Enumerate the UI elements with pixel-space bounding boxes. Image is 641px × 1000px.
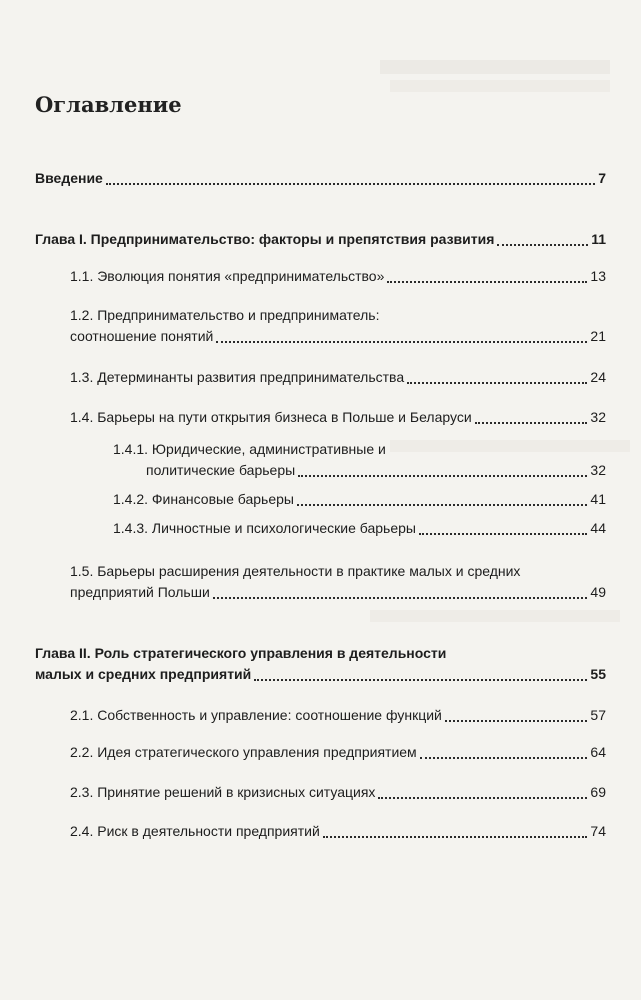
toc-entry-page: 55	[590, 666, 606, 682]
bleed-through-shadow	[390, 440, 630, 452]
dot-leader	[297, 504, 587, 506]
dot-leader	[216, 341, 587, 343]
toc-entry-title: 2.4. Риск в деятельности предприятий	[70, 823, 320, 839]
dot-leader	[419, 533, 587, 535]
toc-entry-page: 13	[590, 268, 606, 284]
toc-entry-title: политические барьеры	[146, 462, 296, 478]
dot-leader	[387, 281, 587, 283]
bleed-through-shadow	[370, 610, 620, 622]
toc-entry-title: 2.3. Принятие решений в кризисных ситуациях	[70, 784, 376, 800]
toc-entry-1-4-1[interactable]	[146, 460, 606, 481]
toc-entry-2-2[interactable]	[70, 742, 606, 763]
toc-entry-introduction[interactable]	[35, 168, 606, 189]
toc-entry-title: Глава I. Предпринимательство: факторы и препятствия развития	[35, 231, 495, 247]
toc-entry-title: малых и средних предприятий	[35, 666, 252, 682]
toc-entry-page: 74	[590, 823, 606, 839]
toc-entry-title: 1.4.3. Личностные и психологические барьеры	[113, 520, 416, 536]
toc-entry-title: 1.4. Барьеры на пути открытия бизнеса в Польше и Беларуси	[70, 409, 472, 425]
toc-entry-page: 41	[590, 491, 606, 507]
toc-entry-page: 69	[590, 784, 606, 800]
toc-entry-title: 2.2. Идея стратегического управления предприятием	[70, 744, 417, 760]
toc-entry-chapter-2-line1: Глава II. Роль стратегического управления в деятельности	[35, 645, 447, 661]
page-title: Оглавление	[35, 92, 182, 117]
toc-entry-1-4-2[interactable]	[113, 489, 606, 510]
dot-leader	[298, 475, 587, 477]
toc-entry-title: соотношение понятий	[70, 328, 214, 344]
toc-entry-page: 24	[590, 369, 606, 385]
dot-leader	[323, 836, 588, 838]
toc-entry-chapter-2[interactable]	[35, 664, 606, 685]
toc-entry-page: 7	[598, 170, 606, 186]
toc-entry-title: 2.1. Собственность и управление: соотношение функций	[70, 707, 442, 723]
dot-leader	[106, 183, 595, 185]
toc-entry-page: 64	[590, 744, 606, 760]
toc-entry-title: 1.1. Эволюция понятия «предпринимательство»	[70, 268, 385, 284]
dot-leader	[497, 244, 588, 246]
dot-leader	[407, 382, 587, 384]
toc-entry-1-3[interactable]	[70, 367, 606, 388]
toc-entry-page: 11	[591, 231, 606, 247]
toc-entry-page: 32	[590, 409, 606, 425]
toc-entry-page: 21	[590, 328, 606, 344]
toc-entry-1-4-3[interactable]	[113, 518, 606, 539]
toc-entry-1-2[interactable]	[70, 326, 606, 347]
toc-entry-title: Введение	[35, 170, 103, 186]
dot-leader	[254, 679, 587, 681]
dot-leader	[213, 597, 588, 599]
bleed-through-shadow	[380, 60, 610, 74]
bleed-through-shadow	[390, 80, 610, 92]
toc-entry-page: 44	[590, 520, 606, 536]
toc-entry-2-3[interactable]	[70, 782, 606, 803]
toc-entry-1-4[interactable]	[70, 407, 606, 428]
dot-leader	[445, 720, 588, 722]
toc-entry-1-5-line1: 1.5. Барьеры расширения деятельности в практике малых и средних	[70, 563, 521, 579]
toc-entry-page: 32	[590, 462, 606, 478]
toc-entry-title: предприятий Польши	[70, 584, 210, 600]
toc-entry-title: 1.3. Детерминанты развития предпринимательства	[70, 369, 405, 385]
toc-entry-page: 49	[590, 584, 606, 600]
toc-entry-2-4[interactable]	[70, 821, 606, 842]
toc-entry-1-1[interactable]	[70, 266, 606, 287]
toc-entry-2-1[interactable]	[70, 705, 606, 726]
toc-entry-title: 1.4.2. Финансовые барьеры	[113, 491, 294, 507]
dot-leader	[378, 797, 587, 799]
dot-leader	[420, 757, 588, 759]
toc-entry-chapter-1[interactable]	[35, 229, 606, 250]
toc-entry-1-5[interactable]	[70, 582, 606, 603]
toc-entry-1-2-line1: 1.2. Предпринимательство и предприниматель:	[70, 307, 380, 323]
dot-leader	[475, 422, 588, 424]
toc-entry-page: 57	[590, 707, 606, 723]
toc-entry-1-4-1-line1: 1.4.1. Юридические, административные и	[113, 441, 386, 457]
